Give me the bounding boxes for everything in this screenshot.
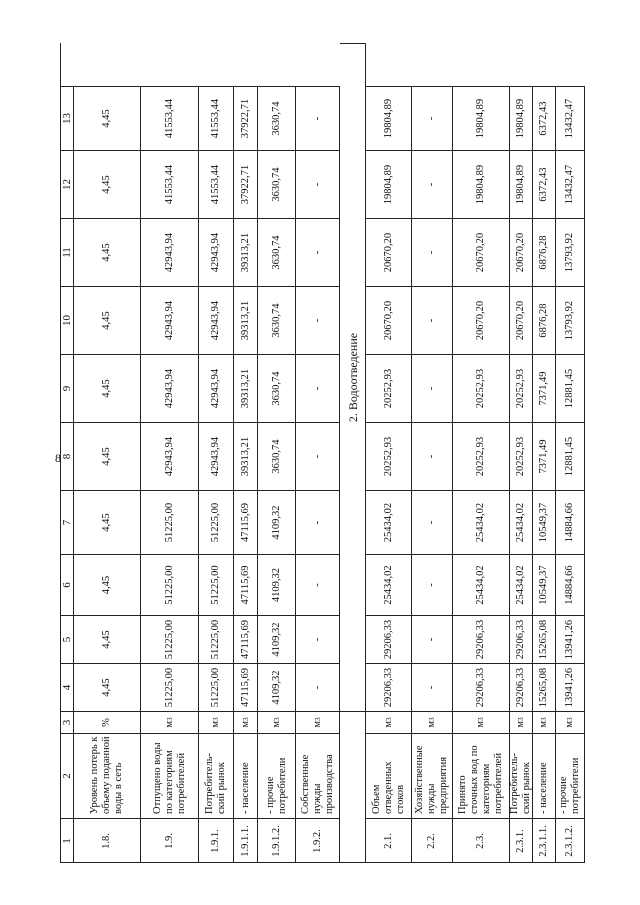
table-cell: 3630,74 (258, 150, 296, 218)
table-cell: 20670,20 (366, 286, 412, 354)
table-cell: 19804,89 (366, 86, 412, 150)
table-cell: 39313,21 (234, 218, 258, 286)
row-code: 2.3. (453, 818, 510, 863)
row-unit: м 3 (366, 711, 412, 733)
table-cell: 6372,43 (533, 86, 556, 150)
row-name: Отпущено воды по категориям потребителей (141, 733, 199, 818)
table-cell: 4,45 (74, 663, 141, 711)
table-cell: 13941,26 (556, 663, 585, 711)
table-cell: 41553,44 (141, 86, 199, 150)
table-cell: 39313,21 (234, 286, 258, 354)
row-unit: м 3 (199, 711, 234, 733)
table-cell: 20670,20 (453, 218, 510, 286)
table-cell: 14884,66 (556, 554, 585, 615)
table-cell: 29206,33 (510, 615, 533, 663)
table-cell: 6876,28 (533, 286, 556, 354)
table-cell: 4,45 (74, 554, 141, 615)
table-cell: 39313,21 (234, 422, 258, 490)
section-spacer (340, 711, 366, 863)
table-cell: - (412, 150, 453, 218)
row-name: Объем отведенных стоков (366, 733, 412, 818)
column-header-1: 1 (60, 818, 74, 863)
table-cell: 4,45 (74, 86, 141, 150)
table-cell: 42943,94 (199, 286, 234, 354)
table-cell: 4,45 (74, 490, 141, 554)
table-cell: 51225,00 (141, 663, 199, 711)
table-cell: 6876,28 (533, 218, 556, 286)
table-cell: - (296, 150, 340, 218)
table-cell: 41553,44 (199, 86, 234, 150)
table-cell: 13941,26 (556, 615, 585, 663)
row-name: - прочие потребители (258, 733, 296, 818)
table-cell: 4,45 (74, 286, 141, 354)
row-name: - население (533, 733, 556, 818)
table-cell: - (412, 286, 453, 354)
table-cell: 4109,32 (258, 554, 296, 615)
row-unit: м 3 (556, 711, 585, 733)
table-cell: 25434,02 (453, 490, 510, 554)
table-cell: - (412, 218, 453, 286)
table-cell: 19804,89 (510, 150, 533, 218)
row-name: Принято сточных вод по категориям потребителей (453, 733, 510, 818)
row-unit: м 3 (510, 711, 533, 733)
table-cell: 4,45 (74, 615, 141, 663)
table-cell: 6372,43 (533, 150, 556, 218)
table-cell: 15265,08 (533, 663, 556, 711)
table-cell: 42943,94 (199, 422, 234, 490)
table-cell: 13793,92 (556, 218, 585, 286)
table-cell: 20670,20 (510, 286, 533, 354)
column-header-12: 12 (60, 150, 74, 218)
table-cell: - (412, 490, 453, 554)
table-cell: 51225,00 (141, 490, 199, 554)
table-cell: - (296, 554, 340, 615)
column-header-3: 3 (60, 711, 74, 733)
table-cell: 47115,69 (234, 615, 258, 663)
table-cell: 29206,33 (366, 663, 412, 711)
table-cell: 47115,69 (234, 663, 258, 711)
row-unit: м 3 (533, 711, 556, 733)
row-code: 2.1. (366, 818, 412, 863)
table-cell: 29206,33 (453, 615, 510, 663)
table-cell: 29206,33 (366, 615, 412, 663)
table-cell: 25434,02 (453, 554, 510, 615)
table-cell: 12881,45 (556, 354, 585, 422)
table-cell: 4,45 (74, 150, 141, 218)
table-cell: - (296, 218, 340, 286)
table-cell: 13432,47 (556, 150, 585, 218)
table-cell: 3630,74 (258, 354, 296, 422)
row-name: Потребитель-ский рынок (510, 733, 533, 818)
table-cell: 15265,08 (533, 615, 556, 663)
table-cell: 42943,94 (199, 354, 234, 422)
table-cell: 14884,66 (556, 490, 585, 554)
table-cell: 51225,00 (199, 663, 234, 711)
row-unit: м 3 (141, 711, 199, 733)
row-unit: м 3 (296, 711, 340, 733)
table-cell: 25434,02 (510, 554, 533, 615)
table-cell: 20252,93 (366, 422, 412, 490)
table-cell: 37922,71 (234, 150, 258, 218)
row-unit: м 3 (258, 711, 296, 733)
column-header-5: 5 (60, 615, 74, 663)
section-title: 2. Водоотведение (340, 43, 366, 711)
row-code: 2.2. (412, 818, 453, 863)
column-header-6: 6 (60, 554, 74, 615)
table-cell: 25434,02 (510, 490, 533, 554)
table-cell: 20670,20 (453, 286, 510, 354)
table-cell: - (412, 422, 453, 490)
table-cell: 20252,93 (453, 354, 510, 422)
table-cell: 3630,74 (258, 86, 296, 150)
column-header-2: 2 (60, 733, 74, 818)
table-cell: - (412, 663, 453, 711)
table-cell: - (412, 86, 453, 150)
row-unit: м 3 (412, 711, 453, 733)
page-number: 8 (55, 451, 61, 465)
table-cell: 42943,94 (141, 286, 199, 354)
table-cell: 47115,69 (234, 490, 258, 554)
table-cell: 12881,45 (556, 422, 585, 490)
row-code: 1.9.1.2. (258, 818, 296, 863)
row-name: Хозяйственные нужды предприятия (412, 733, 453, 818)
table-cell: - (296, 663, 340, 711)
table-cell: - (296, 286, 340, 354)
table-cell: 3630,74 (258, 422, 296, 490)
table-cell: 51225,00 (199, 490, 234, 554)
table-cell: 29206,33 (453, 663, 510, 711)
table-cell: 7371,49 (533, 422, 556, 490)
table-cell: 42943,94 (141, 218, 199, 286)
table-cell: 29206,33 (510, 663, 533, 711)
row-code: 1.8. (74, 818, 141, 863)
row-name: - прочие потребители (556, 733, 585, 818)
table-cell: 20670,20 (366, 218, 412, 286)
row-name: Собственные нужды производства (296, 733, 340, 818)
table-cell: 51225,00 (141, 554, 199, 615)
row-name: - население (234, 733, 258, 818)
table-cell: - (412, 615, 453, 663)
column-header-4: 4 (60, 663, 74, 711)
column-header-13: 13 (60, 86, 74, 150)
table-cell: 19804,89 (366, 150, 412, 218)
table-cell: - (296, 86, 340, 150)
table-cell: 19804,89 (453, 150, 510, 218)
column-header-8: 8 (60, 422, 74, 490)
data-table (60, 43, 585, 863)
table-cell: 20252,93 (510, 354, 533, 422)
table-cell: 41553,44 (141, 150, 199, 218)
row-code: 2.3.1. (510, 818, 533, 863)
table-cell: 42943,94 (141, 422, 199, 490)
table-cell: 3630,74 (258, 286, 296, 354)
table-cell: 37922,71 (234, 86, 258, 150)
table-cell: 19804,89 (510, 86, 533, 150)
table-cell: 41553,44 (199, 150, 234, 218)
row-code: 2.3.1.1. (533, 818, 556, 863)
row-name: Уровень потерь к объему поданной воды в сеть (74, 733, 141, 818)
row-name: Потребитель-ский рынок (199, 733, 234, 818)
table-cell: 13793,92 (556, 286, 585, 354)
row-code: 1.9. (141, 818, 199, 863)
table-cell: - (296, 490, 340, 554)
table-cell: 20252,93 (510, 422, 533, 490)
row-unit: % (74, 711, 141, 733)
column-header-11: 11 (60, 218, 74, 286)
table-cell: 13432,47 (556, 86, 585, 150)
column-header-7: 7 (60, 490, 74, 554)
table-cell: 10549,37 (533, 490, 556, 554)
table-cell: 20670,20 (510, 218, 533, 286)
column-header-10: 10 (60, 286, 74, 354)
row-code: 1.9.1. (199, 818, 234, 863)
table-cell: 4109,32 (258, 663, 296, 711)
row-code: 2.3.1.2. (556, 818, 585, 863)
table-cell: 20252,93 (453, 422, 510, 490)
column-header-9: 9 (60, 354, 74, 422)
table-cell: 51225,00 (199, 615, 234, 663)
table-cell: 25434,02 (366, 554, 412, 615)
table-cell: 4,45 (74, 354, 141, 422)
table-cell: 4109,32 (258, 490, 296, 554)
table-cell: 51225,00 (199, 554, 234, 615)
row-code: 1.9.1.1. (234, 818, 258, 863)
row-code: 1.9.2. (296, 818, 340, 863)
table-cell: 25434,02 (366, 490, 412, 554)
table-cell: 4,45 (74, 218, 141, 286)
table-cell: - (296, 615, 340, 663)
table-cell: 4109,32 (258, 615, 296, 663)
table-cell: - (412, 354, 453, 422)
table-cell: 10549,37 (533, 554, 556, 615)
table-cell: 47115,69 (234, 554, 258, 615)
table-cell: 4,45 (74, 422, 141, 490)
table-cell: - (296, 422, 340, 490)
table-cell: 51225,00 (141, 615, 199, 663)
table-cell: 3630,74 (258, 218, 296, 286)
table-cell: 7371,49 (533, 354, 556, 422)
table-cell: 42943,94 (199, 218, 234, 286)
table-cell: 20252,93 (366, 354, 412, 422)
table-cell: - (412, 554, 453, 615)
table-cell: - (296, 354, 340, 422)
row-unit: м 3 (453, 711, 510, 733)
table-cell: 19804,89 (453, 86, 510, 150)
table-cell: 39313,21 (234, 354, 258, 422)
table-cell: 42943,94 (141, 354, 199, 422)
row-unit: м 3 (234, 711, 258, 733)
